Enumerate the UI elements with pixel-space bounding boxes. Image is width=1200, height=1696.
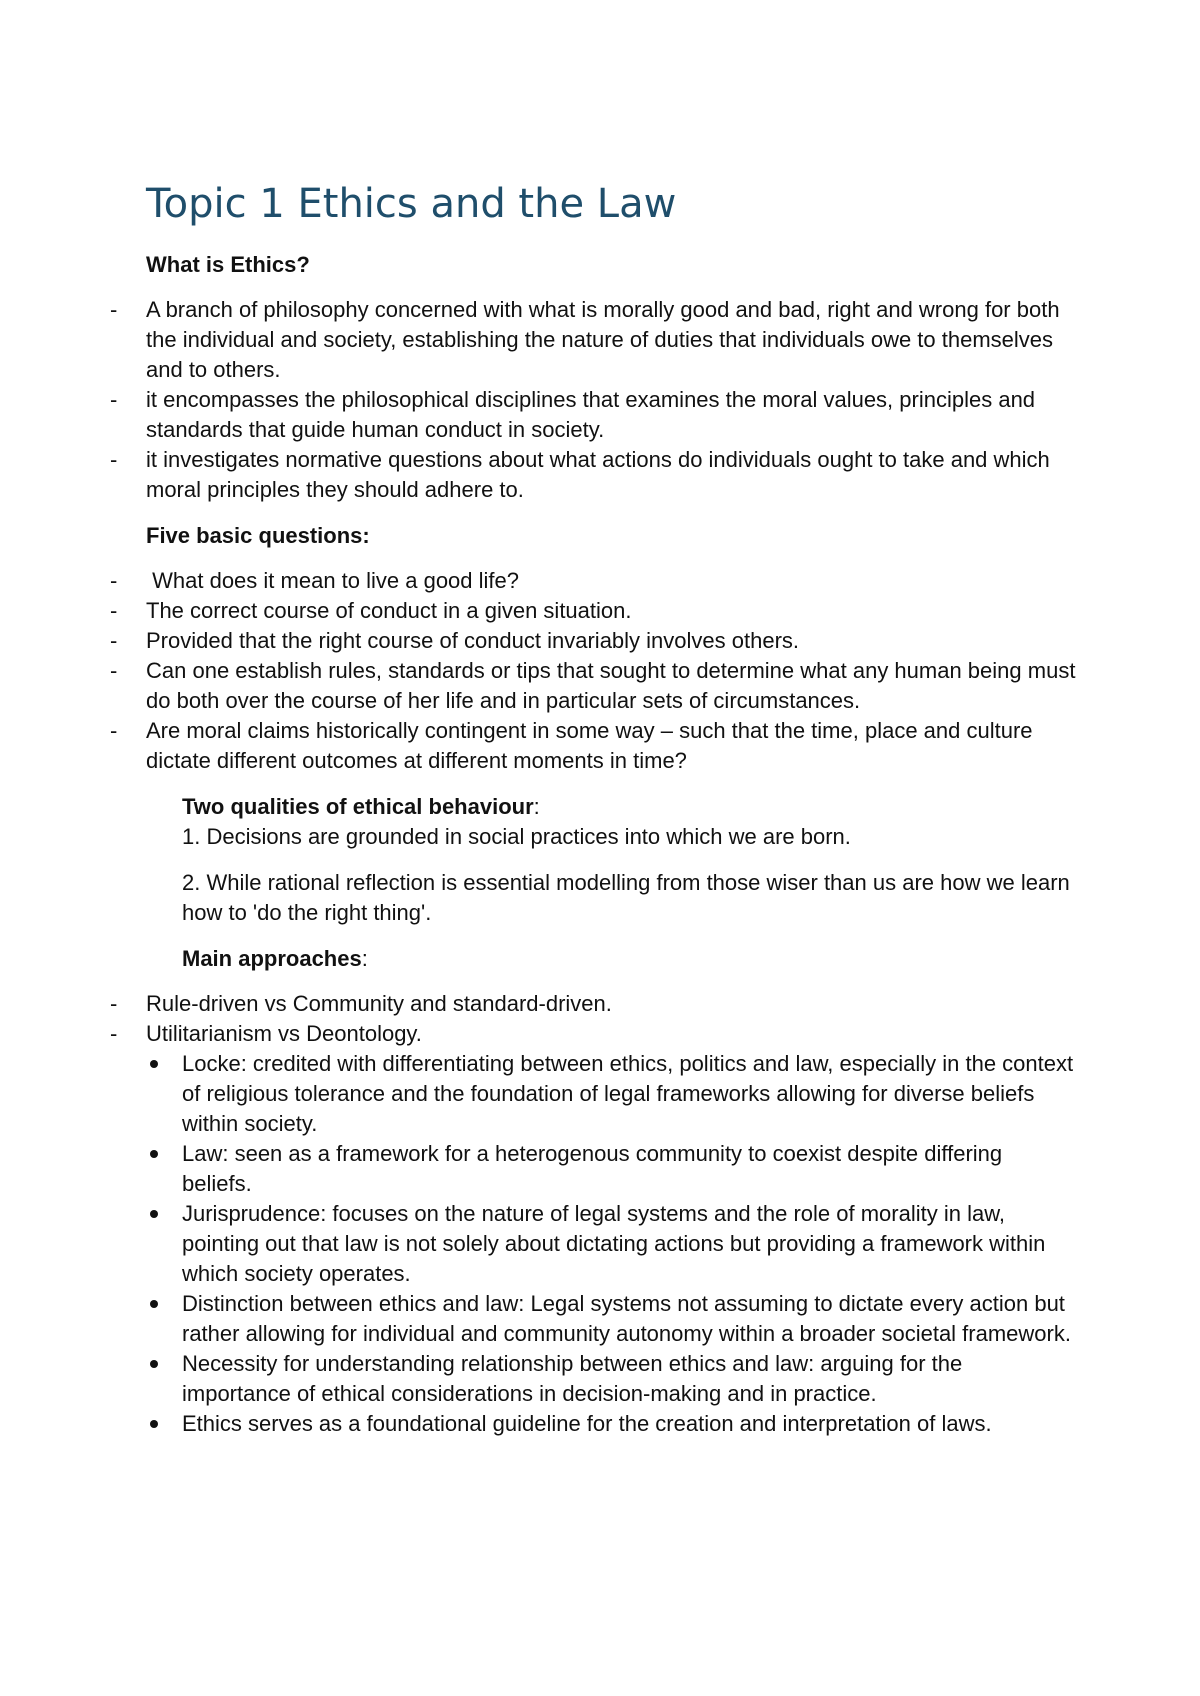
numbered-item-1: 1. Decisions are grounded in social practices into which we are born. xyxy=(182,824,851,849)
page-title: Topic 1 Ethics and the Law xyxy=(146,181,677,227)
two-qualities-heading-colon: : xyxy=(533,794,540,819)
bullet-item: Law: seen as a framework for a heterogenous community to coexist despite differing beliefs. xyxy=(182,1139,1076,1199)
main-approaches-heading-colon: : xyxy=(361,946,368,971)
list-item: - Are moral claims historically contingent in some way – such that the time, place and culture dictate different outcomes at different moments in time? xyxy=(146,716,1076,776)
list-item: - A branch of philosophy concerned with what is morally good and bad, right and wrong for both the individual and society, establishing the nature of duties that individuals owe to themselves and to others. xyxy=(146,295,1076,385)
bullet-item: Jurisprudence: focuses on the nature of legal systems and the role of morality in law, pointing out that law is not solely about dictating actions but providing a framework within which society operates. xyxy=(182,1199,1076,1289)
bullet-item: Ethics serves as a foundational guideline for the creation and interpretation of laws. xyxy=(182,1409,1076,1439)
numbered-item-2: 2. While rational reflection is essential modelling from those wiser than us are how we learn how to 'do the right thing'. xyxy=(182,870,1070,925)
five-questions-list xyxy=(146,566,1076,776)
two-qualities-heading-text: Two qualities of ethical behaviour xyxy=(182,794,534,819)
what-is-ethics-list xyxy=(146,295,1076,505)
section-heading-two-qualities xyxy=(182,792,1076,822)
list-item: - Can one establish rules, standards or tips that sought to determine what any human being must do both over the course of her life and in particular sets of circumstances. xyxy=(146,656,1076,716)
section-heading-main-approaches xyxy=(182,944,1076,974)
list-item: - Rule-driven vs Community and standard-driven. xyxy=(146,989,1076,1019)
bullet-item: Distinction between ethics and law: Legal systems not assuming to dictate every action but rather allowing for individual and community autonomy within a broader societal framework. xyxy=(182,1289,1076,1349)
section-heading-five-questions: Five basic questions: xyxy=(146,523,370,548)
main-approaches-list xyxy=(146,989,1076,1049)
main-approaches-heading-text: Main approaches xyxy=(182,946,362,971)
bullet-item: Necessity for understanding relationship between ethics and law: arguing for the importance of ethical considerations in decision-making and in practice. xyxy=(182,1349,1076,1409)
section-heading-what-is-ethics: What is Ethics? xyxy=(146,252,310,277)
list-item: - Utilitarianism vs Deontology. xyxy=(146,1019,1076,1049)
bullet-item: Locke: credited with differentiating between ethics, politics and law, especially in the context of religious tolerance and the foundation of legal frameworks allowing for diverse beliefs within society. xyxy=(182,1049,1076,1139)
list-item: - it investigates normative questions about what actions do individuals ought to take and which moral principles they should adhere to. xyxy=(146,445,1076,505)
list-item: - The correct course of conduct in a given situation. xyxy=(146,596,1076,626)
list-item: - What does it mean to live a good life? xyxy=(146,566,1076,596)
document-content xyxy=(146,176,1076,1455)
list-item: - it encompasses the philosophical disciplines that examines the moral values, principles and standards that guide human conduct in society. xyxy=(146,385,1076,445)
main-approaches-bullets xyxy=(182,1049,1076,1439)
list-item: - Provided that the right course of conduct invariably involves others. xyxy=(146,626,1076,656)
